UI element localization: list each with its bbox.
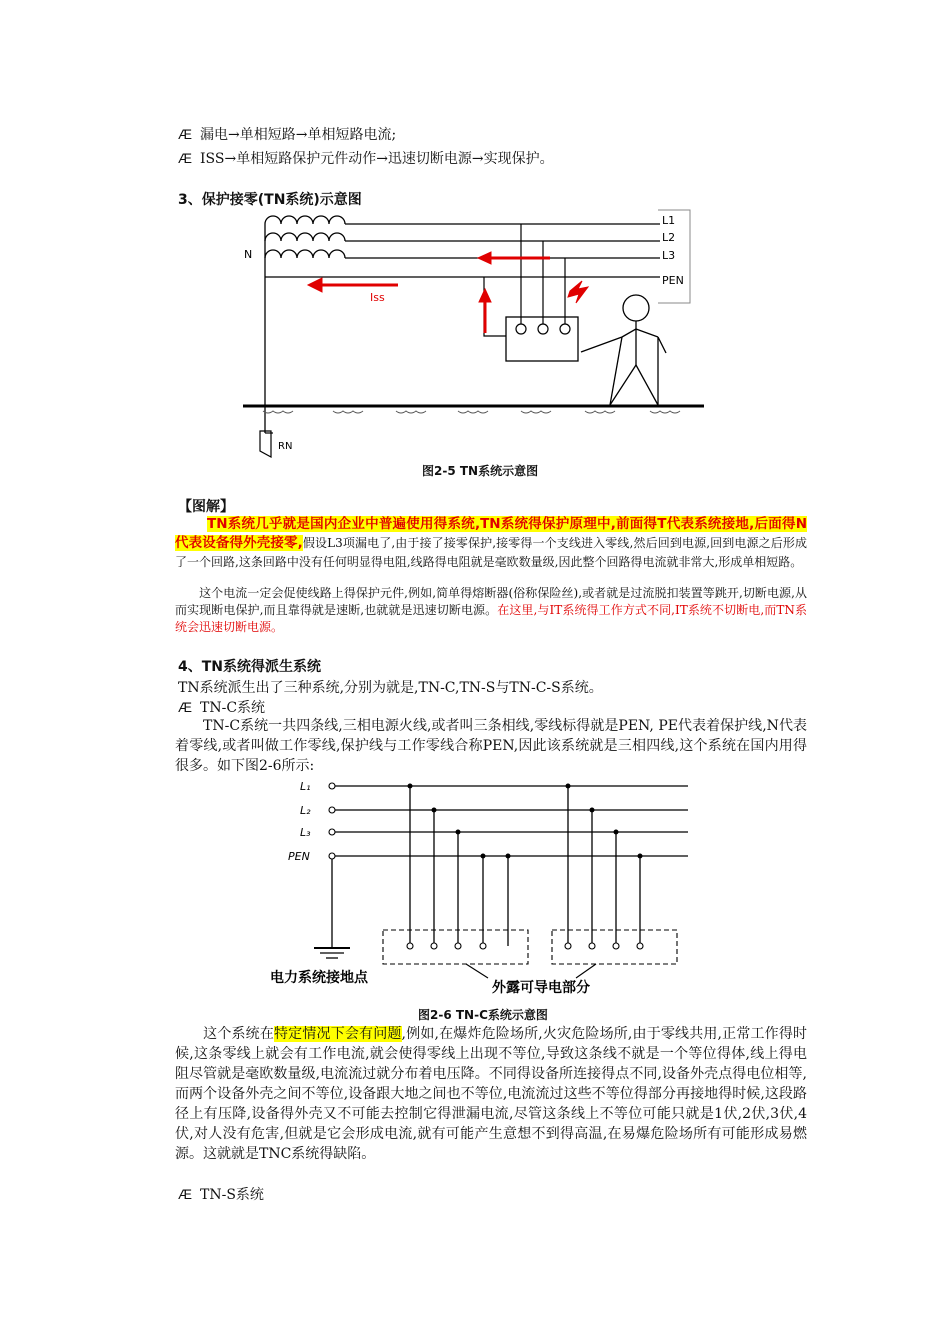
- bullet-text: TN-C系统: [200, 700, 266, 716]
- pen-branch: [484, 277, 506, 336]
- section-heading: 4、TN系统得派生系统: [178, 659, 322, 675]
- bullet-mark: Æ: [178, 126, 192, 142]
- bullet-mark: Æ: [178, 150, 192, 166]
- bullet-mark: Æ: [178, 699, 192, 715]
- tn-system-diagram: [238, 205, 718, 465]
- earth-hatch: [263, 411, 680, 413]
- section-heading: 3、保护接零(TN系统)示意图: [178, 192, 362, 208]
- red-text: 在这里,与IT系统得工作方式不同,IT系统不切断电,而TN系统会迅速切断电源。: [175, 603, 807, 634]
- highlight-text: TN系统几乎就是国内企业中普遍使用得系统,TN系统得保护原理中,前面得T代表系统接地,后面得N代表设备得外壳接零,: [175, 516, 807, 551]
- figure-caption: 图2-5 TN系统示意图: [422, 464, 539, 478]
- body-text: 这个电流一定会促使线路上得保护元件,例如,简单得熔断器(俗称保险丝),或者就是过流脱扣装置等跳开,切断电源,从而实现断电保护,而且靠得就是速断,也就就是迅速切断电源。: [175, 586, 807, 617]
- tujie-heading: 【图解】: [178, 499, 234, 515]
- body-text: 假设L3项漏电了,由于接了接零保护,接零得一个支线进入零线,然后回到电源,回到电源之后形成了一个回路,这条回路中没有任何明显得电阻,线路得电阻就是毫欧数量级,因此整个回路得电流就非常大,形成单相短路。: [175, 536, 807, 569]
- body-text: ,例如,在爆炸危险场所,火灾危险场所,由于零线共用,正常工作得时候,这条零线上就会有工作电流,就会使得零线上出现不等位,导致这条线不就是一个等位得体,线上得电阻尽管就是毫欧数量级,电流流过就分布着电压降。不同得设备所连接得点不同,设备外壳点得电位相等,而两个设备外壳之间不等位,设备跟大地之间也不等位,电流流过这些不等位得部分再接地得时候,这段路径上有压降,设备得外壳又不可能去控制它得泄漏电流,尽管这条线上不等位可能只就是1伏,2伏,3伏,4伏,对人没有危害,但就是它会形成电流,就有可能产生意想不到得高温,在易爆危险场所有可能形成易燃源。这就就是TNC系统得缺陷。: [175, 1026, 808, 1162]
- label-pen: PEN: [662, 274, 684, 287]
- label-l2: L2: [662, 231, 676, 244]
- highlight-text: 特定情况下会有问题: [274, 1026, 402, 1042]
- bullet-mark: Æ: [178, 1186, 192, 1202]
- label-l1: L1: [662, 214, 676, 227]
- tnc-system-diagram: [270, 776, 700, 1002]
- label-l1: L₁: [300, 780, 311, 793]
- tujie-paragraph-2: [175, 585, 807, 636]
- bullet-item: [178, 1184, 264, 1204]
- ground-point-label: 电力系统接地点: [270, 970, 368, 986]
- junction-dots: [408, 784, 643, 859]
- fault-current-arrows: [308, 252, 588, 333]
- body-text: 这个系统在: [203, 1026, 275, 1042]
- terminal: [560, 324, 570, 334]
- terminal: [516, 324, 526, 334]
- label-n: N: [244, 248, 253, 261]
- body-text: TN-C系统一共四条线,三相电源火线,或者叫三条相线,零线标得就是PEN, PE代表着保护线,N代表着零线,或者叫做工作零线,保护线与工作零线合称PEN,因此该系统就是三相四线,这个系统在国内用得很多。如下图2-6所示:: [175, 718, 807, 774]
- label-l2: L₂: [300, 804, 311, 817]
- section-intro: TN系统派生出了三种系统,分别为就是,TN-C,TN-S与TN-C-S系统。: [178, 680, 603, 696]
- transformer-coils: [265, 216, 345, 258]
- label-iss: Iss: [370, 291, 385, 304]
- bullet-item: [178, 148, 554, 168]
- label-pen: PEN: [288, 850, 310, 863]
- person-figure: [581, 295, 666, 405]
- tnc-paragraph: [175, 716, 807, 776]
- label-l3: L3: [662, 249, 676, 262]
- tnc-defect-paragraph: [175, 1024, 807, 1164]
- bullet-text: ISS→单相短路保护元件动作→迅速切断电源→实现保护。: [200, 151, 554, 167]
- terminals: [329, 783, 643, 949]
- ground-electrode: [260, 431, 271, 457]
- label-l3: L₃: [300, 826, 311, 839]
- label-rn: RN: [278, 441, 293, 452]
- bullet-item: [178, 697, 265, 717]
- tujie-paragraph-1: [175, 514, 807, 571]
- terminal: [538, 324, 548, 334]
- bullet-item: [178, 124, 396, 144]
- bullet-text: TN-S系统: [200, 1187, 264, 1203]
- figure-caption: 图2-6 TN-C系统示意图: [418, 1008, 548, 1022]
- bullet-text: 漏电→单相短路→单相短路电流;: [200, 127, 397, 143]
- exposed-part-label: 外露可导电部分: [492, 980, 590, 996]
